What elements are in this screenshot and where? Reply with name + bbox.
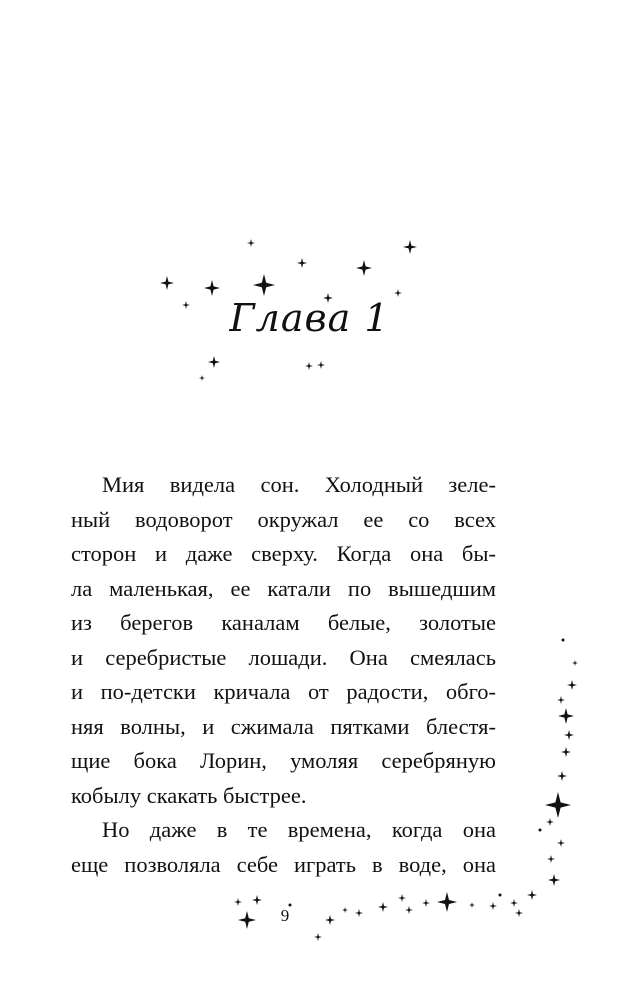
page-number: 9 [280,906,290,925]
star-icon [234,898,242,906]
star-icon [558,708,574,724]
star-icon [548,874,560,886]
star-icon [325,915,335,925]
star-icon [422,899,430,907]
star-icon [405,906,413,914]
star-icon [546,818,554,826]
text-line: няя волны, и сжимала пятками блестя- [71,713,496,739]
text-line: ный водоворот окружал ее со всех [71,506,496,532]
chapter-title: Глава 1 [229,296,390,340]
star-icon [437,892,457,912]
star-icon [564,730,574,740]
sparkle-dot-icon [539,829,542,832]
star-icon [247,239,255,247]
star-icon [305,362,313,370]
text-line: и по-детски кричала от радости, обго- [71,679,496,704]
body-text [71,468,496,882]
text-line: щие бока Лорин, умоляя серебряную [71,748,496,773]
text-line: кобылу скакать быстрее. [71,782,307,808]
star-icon [160,276,174,290]
star-icon [398,894,406,902]
star-icon [253,274,275,296]
star-icon [199,375,205,381]
star-icon [252,895,262,905]
star-icon [297,258,307,268]
star-icon [238,911,256,929]
text-line: Но даже в те времена, когда она [102,817,496,842]
star-icon [314,933,322,941]
text-line: еще позволяла себе играть в воде, она [71,851,496,877]
star-icon [557,839,565,847]
star-icon [557,771,567,781]
star-icon [510,899,518,907]
star-icon [204,280,220,296]
star-icon [567,680,577,690]
star-icon [378,902,388,912]
star-icon [342,907,348,913]
star-icon [527,890,537,900]
star-icon [317,361,325,369]
star-icon [515,909,523,917]
text-line: из берегов каналам белые, золотые [71,610,496,635]
star-icon [545,792,571,818]
sparkle-dot-icon [499,894,502,897]
text-line: и серебристые лошади. Она смеялась [71,644,496,670]
star-icon [557,696,565,704]
star-icon [403,240,417,254]
star-icon [355,909,363,917]
star-icon [489,902,497,910]
text-line: ла маленькая, ее катали по вышедшим [71,575,496,601]
star-icon [356,260,372,276]
sparkle-dot-icon [562,639,565,642]
star-icon [572,660,578,666]
star-icon [561,747,571,757]
star-icon [469,902,475,908]
text-line: Мия видела сон. Холодный зеле- [102,472,496,497]
text-line: сторон и даже сверху. Когда она бы- [71,541,496,566]
star-icon [208,356,220,368]
star-icon [547,855,555,863]
